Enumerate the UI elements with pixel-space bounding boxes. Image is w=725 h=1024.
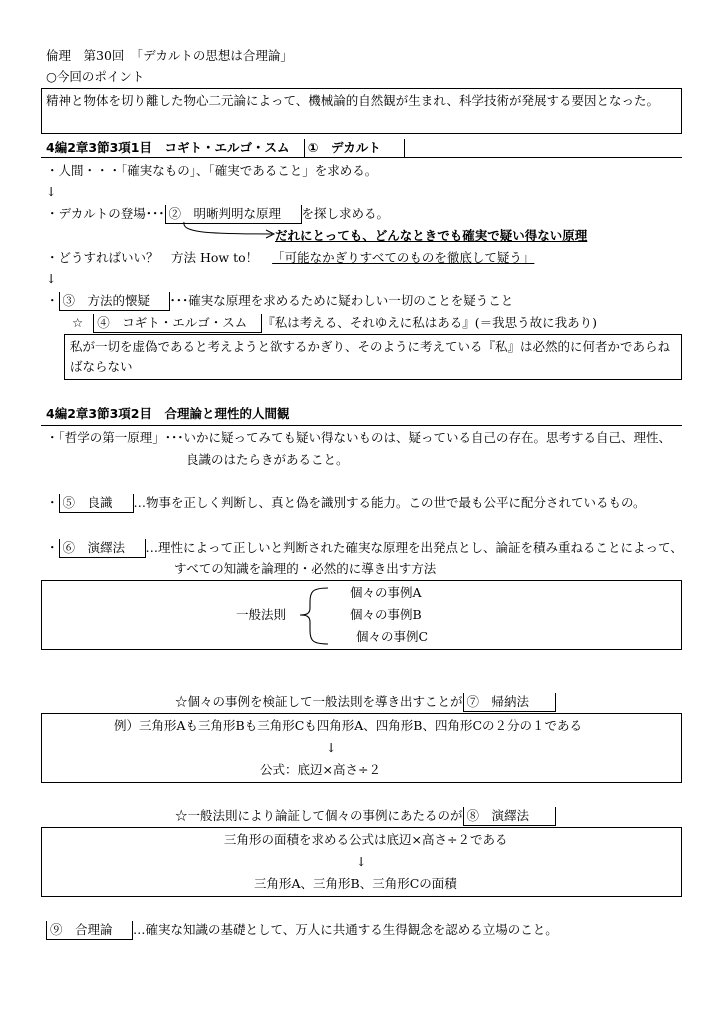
section1-line4 (46, 292, 513, 311)
line4-post: ･･･確実な原理を求めるために疑わしい一切のことを疑うこと (169, 293, 514, 308)
section1-line5 (72, 314, 597, 333)
rationalism-line (46, 921, 558, 940)
blank-4: ④ コギト・エルゴ・スム (93, 314, 262, 333)
section1-rule (41, 157, 682, 158)
blank-9: ⑨ 合理論 (46, 921, 133, 940)
section2-line3 (46, 539, 683, 558)
example-line: 例）三角形Aも三角形Bも三角形Cも四角形A、四角形B、四角形Cの２分の１である (114, 718, 583, 733)
page-title: 倫理 第30回 「デカルトの思想は合理論」 (46, 48, 293, 63)
deduction-line (175, 807, 556, 826)
section1-heading-text: 4編2章3節3項1目 コギト・エルゴ・スム (46, 140, 290, 155)
section2-line2 (46, 494, 646, 513)
induction-pre: ☆個々の事例を検証して一般法則を導き出すことが (175, 694, 463, 709)
section1-arrow1: ↓ (46, 184, 57, 199)
point-label: ○今回のポイント (46, 69, 145, 84)
section2-heading: 4編2章3節3項2目 合理論と理性的人間観 (46, 406, 290, 421)
brace-icon (294, 586, 334, 646)
section1-heading (46, 139, 405, 158)
quote-line2: ばならない (70, 359, 133, 374)
line4-pre: ・ (46, 293, 59, 308)
general-law-label: 一般法則 (236, 607, 287, 622)
example-arrow: ↓ (326, 740, 337, 755)
quote-line1: 私が一切を虚偽であると考えようと欲するかぎり、そのように考えている『私』は必然的に何者かであらね (70, 339, 671, 354)
section1-line3 (46, 249, 534, 267)
blank-7: ⑦ 帰納法 (463, 693, 556, 712)
case-a: 個々の事例A (350, 585, 422, 600)
section2-line3b: すべての知識を論理的・必然的に導き出す方法 (174, 561, 437, 576)
line2-pre: ・デカルトの登場･･･ (46, 206, 165, 221)
deduction-result: 三角形A、三角形B、三角形Cの面積 (254, 876, 457, 891)
blank-3: ③ 方法的懐疑 (59, 292, 170, 311)
formula-line: 公式：底辺×高さ÷２ (260, 762, 381, 777)
blank-2: ② 明晰判明な原理 (165, 205, 302, 224)
deduction-pre: ☆一般法則により論証して個々の事例にあたるのが (175, 808, 463, 823)
case-b: 個々の事例B (350, 607, 422, 622)
line2b-post: …物事を正しく判断し、真と偽を識別する能力。この世で最も公平に配分されているもの。 (133, 495, 646, 510)
deduction-text: 三角形の面積を求める公式は底辺×高さ÷２である (224, 832, 508, 847)
section2-line1: ・「哲学の第一原理」･･･いかに疑ってみても疑い得ないものは、疑っている自己の存在。思考する自己、理性、 (46, 430, 672, 445)
section1-line1: ・人間・・・「確実なもの」、「確実であること」を求める。 (46, 163, 378, 178)
star-icon: ☆ (72, 315, 84, 330)
blank-8: ⑧ 演繹法 (463, 807, 556, 826)
section2-rule (41, 425, 682, 426)
line3b-pre: ・ (46, 540, 59, 555)
blank-5: ⑤ 良識 (59, 494, 134, 513)
line2b-pre: ・ (46, 495, 59, 510)
rationalism-post: …確実な知識の基礎として、万人に共通する生得観念を認める立場のこと。 (133, 922, 558, 937)
blank-6: ⑥ 演繹法 (59, 539, 146, 558)
line3-pre: ・どうすればいい？ 方法 How to！ (46, 250, 259, 265)
emphasis-text: だれにとっても、どんなときでも確実で疑い得ない原理 (275, 228, 588, 243)
line5-post: 『私は考える、それゆえに私はある』(＝我思う故に我あり) (262, 315, 597, 330)
case-c: 個々の事例C (356, 629, 429, 644)
section1-arrow2: ↓ (46, 271, 57, 286)
line2-post: を探し求める。 (301, 206, 390, 221)
line3b-post: …理性によって正しいと判断された確実な原理を出発点とし、論証を積み重ねることによって、 (145, 540, 683, 555)
blank-1: ① デカルト (304, 139, 405, 158)
point-text: 精神と物体を切り離した物心二元論によって、機械論的自然観が生まれ、科学技術が発展する要因となった。 (46, 93, 660, 108)
deduction-arrow: ↓ (356, 854, 367, 869)
line3-quote: 「可能なかぎりすべてのものを徹底して疑う」 (272, 250, 535, 265)
induction-line (175, 693, 556, 712)
section2-line1b: 良識のはたらきがあること。 (186, 452, 349, 467)
